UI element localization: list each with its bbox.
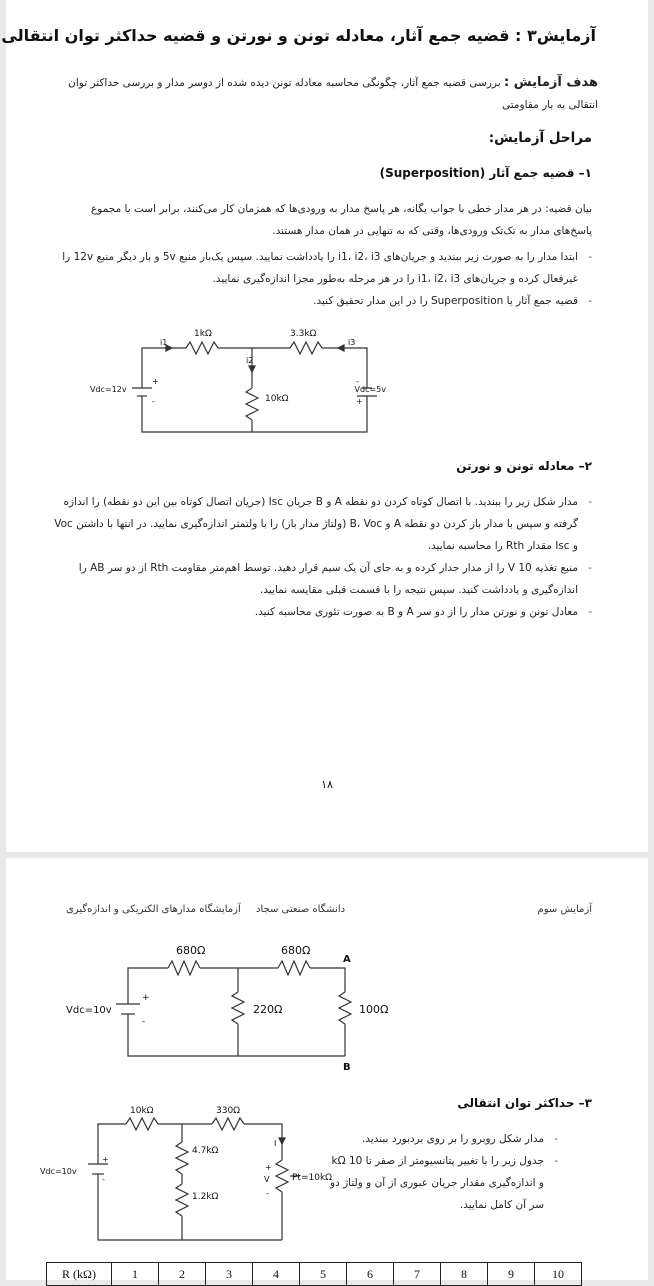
v-right-label: Vdc=5v <box>354 385 386 394</box>
minus-sign: - <box>102 1175 105 1184</box>
r3-label: 10kΩ <box>265 394 289 404</box>
i3-label: i3 <box>348 338 356 347</box>
r2-label: 330Ω <box>216 1106 241 1116</box>
list-item: - مدار شکل روبرو را بر روی بردبورد ببندید. <box>328 1128 558 1150</box>
r2-label: 3.3kΩ <box>290 329 317 339</box>
table-cell: 6 <box>347 1263 394 1286</box>
header-university: دانشگاه صنعتی سجاد <box>256 904 346 915</box>
page-18 <box>1 0 648 852</box>
table-cell: 8 <box>441 1263 488 1286</box>
header-experiment: آزمایش سوم <box>537 904 592 915</box>
r1-label: 10kΩ <box>130 1106 154 1116</box>
v-left-label: Vdc=12v <box>90 385 127 394</box>
steps-heading: مراحل آزمایش: <box>488 130 592 146</box>
table-cell: 9 <box>488 1263 535 1286</box>
table-cell: 1 <box>112 1263 159 1286</box>
r4-label: 100Ω <box>359 1003 389 1016</box>
table-cell: 7 <box>394 1263 441 1286</box>
minus-sign: - <box>152 397 155 406</box>
list-item: - مدار شکل زیر را ببندید. با اتصال کوتاه کردن دو نقطه A و B جریان Isc (جریان اتصال کوتاه بین این دو نقطه) را اندازه گرفته و سپس با مدار باز کردن دو نقطه A و B، Voc (ولتاژ مدار باز) را با ولتمتر اندازه‌گیری نمایید. در انتها با داشتن Voc و Isc مقدار Rth را محاسبه نمایید. <box>52 491 592 557</box>
r1-label: 680Ω <box>176 944 206 957</box>
page-19 <box>6 858 648 1280</box>
minus-sign: - <box>356 377 359 386</box>
header-lab: آزمایشگاه مدارهای الکتریکی و اندازه‌گیری <box>66 904 241 915</box>
i2-label: i2 <box>246 356 254 365</box>
table-header-cell: R (kΩ) <box>47 1263 112 1286</box>
goal-label: هدف آزمایش : <box>503 75 598 90</box>
i1-label: i1 <box>160 338 168 347</box>
superposition-statement: بیان قضیه: در هر مدار خطی با جواب یگانه، هر پاسخ مدار به ورودی‌ها که همزمان کار می‌کنند، برابر است با مجموع پاسخ‌های مدار به تک‌تک ورودی‌ها، وقتی که به تنهایی در همان مدار هستند. <box>91 203 592 237</box>
list-item: - جدول زیر را با تغییر پتانسیومتر از صفر تا 10 kΩ و اندازه‌گیری مقدار جریان عبوری از آن و ولتاژ دو سر آن کامل نمایید. <box>328 1150 558 1216</box>
table-cell: 10 <box>535 1263 582 1286</box>
resistance-table <box>46 1262 582 1286</box>
section1-bullets <box>52 246 592 312</box>
list-item: - ابتدا مدار را به صورت زیر ببندید و جریان‌های i1، i2، i3 را یادداشت نمایید. سپس یک‌بار منبع 5v و بار دیگر منبع 12v را غیرفعال کرده و جریان‌های i1، i2، i3 را در هر مرحله به‌طور مجزا اندازه‌گیری نمایید. <box>52 246 592 290</box>
list-item: - منبع تغذیه 10 V را از مدار جدار کرده و به جای آن یک سیم قرار دهید. توسط اهم‌متر مقاومت Rth از دو سر AB را اندازه‌گیری و یادداشت کنید. سپس نتیجه را با قسمت قبلی مقایسه نمایید. <box>52 557 592 601</box>
max-power-circuit <box>36 1102 336 1252</box>
plus-sign: + <box>356 397 363 406</box>
list-item: - قضیه جمع آثار یا Superposition را در این مدار تحقیق کنید. <box>52 290 592 312</box>
voltage-label: V <box>264 1175 270 1184</box>
section2-bullets <box>52 491 592 623</box>
thevenin-circuit <box>58 938 388 1076</box>
table-cell: 2 <box>159 1263 206 1286</box>
r4-label: 1.2kΩ <box>192 1192 219 1202</box>
goal-text: بررسی قضیه جمع آثار، چگونگی محاسبه معادله تونن دیده شده از دوسر مدار و بررسی حداکثر توان انتقالی به بار مقاومتی <box>68 77 598 111</box>
section1-heading: ۱– قضیه جمع آثار (Superposition) <box>379 166 592 180</box>
table-row <box>47 1263 582 1286</box>
section3-heading: ۳– حداکثر توان انتقالی <box>457 1096 592 1110</box>
minus-sign: - <box>142 1017 146 1027</box>
plus-sign: + <box>102 1155 109 1164</box>
r3-label: 4.7kΩ <box>192 1146 219 1156</box>
goal-paragraph <box>58 72 598 116</box>
pot-label: Pt=10kΩ <box>292 1173 333 1183</box>
section3-bullets <box>328 1128 558 1216</box>
node-a-label: A <box>343 954 351 965</box>
current-label: I <box>274 1139 277 1148</box>
node-b-label: B <box>343 1062 351 1073</box>
page-title: آزمایش۳ : قضیه جمع آثار، معادله تونن و نورتن و قضیه حداکثر توان انتقالی <box>1 26 596 45</box>
superposition-circuit <box>82 322 386 437</box>
source-label: Vdc=10v <box>40 1167 77 1176</box>
r1-label: 1kΩ <box>194 329 212 339</box>
r2-label: 680Ω <box>281 944 311 957</box>
plus-sign: + <box>265 1163 272 1172</box>
plus-sign: + <box>142 993 150 1003</box>
list-item: - معادل تونن و نورتن مدار را از دو سر A و B به صورت تئوری محاسبه کنید. <box>52 601 592 623</box>
minus-sign: - <box>266 1189 269 1198</box>
source-label: Vdc=10v <box>66 1005 112 1016</box>
table-cell: 3 <box>206 1263 253 1286</box>
plus-sign: + <box>152 377 159 386</box>
table-cell: 5 <box>300 1263 347 1286</box>
table-cell: 4 <box>253 1263 300 1286</box>
section2-heading: ۲– معادله تونن و نورتن <box>456 459 592 473</box>
page-number: ۱۸ <box>321 778 333 791</box>
r3-label: 220Ω <box>253 1003 283 1016</box>
